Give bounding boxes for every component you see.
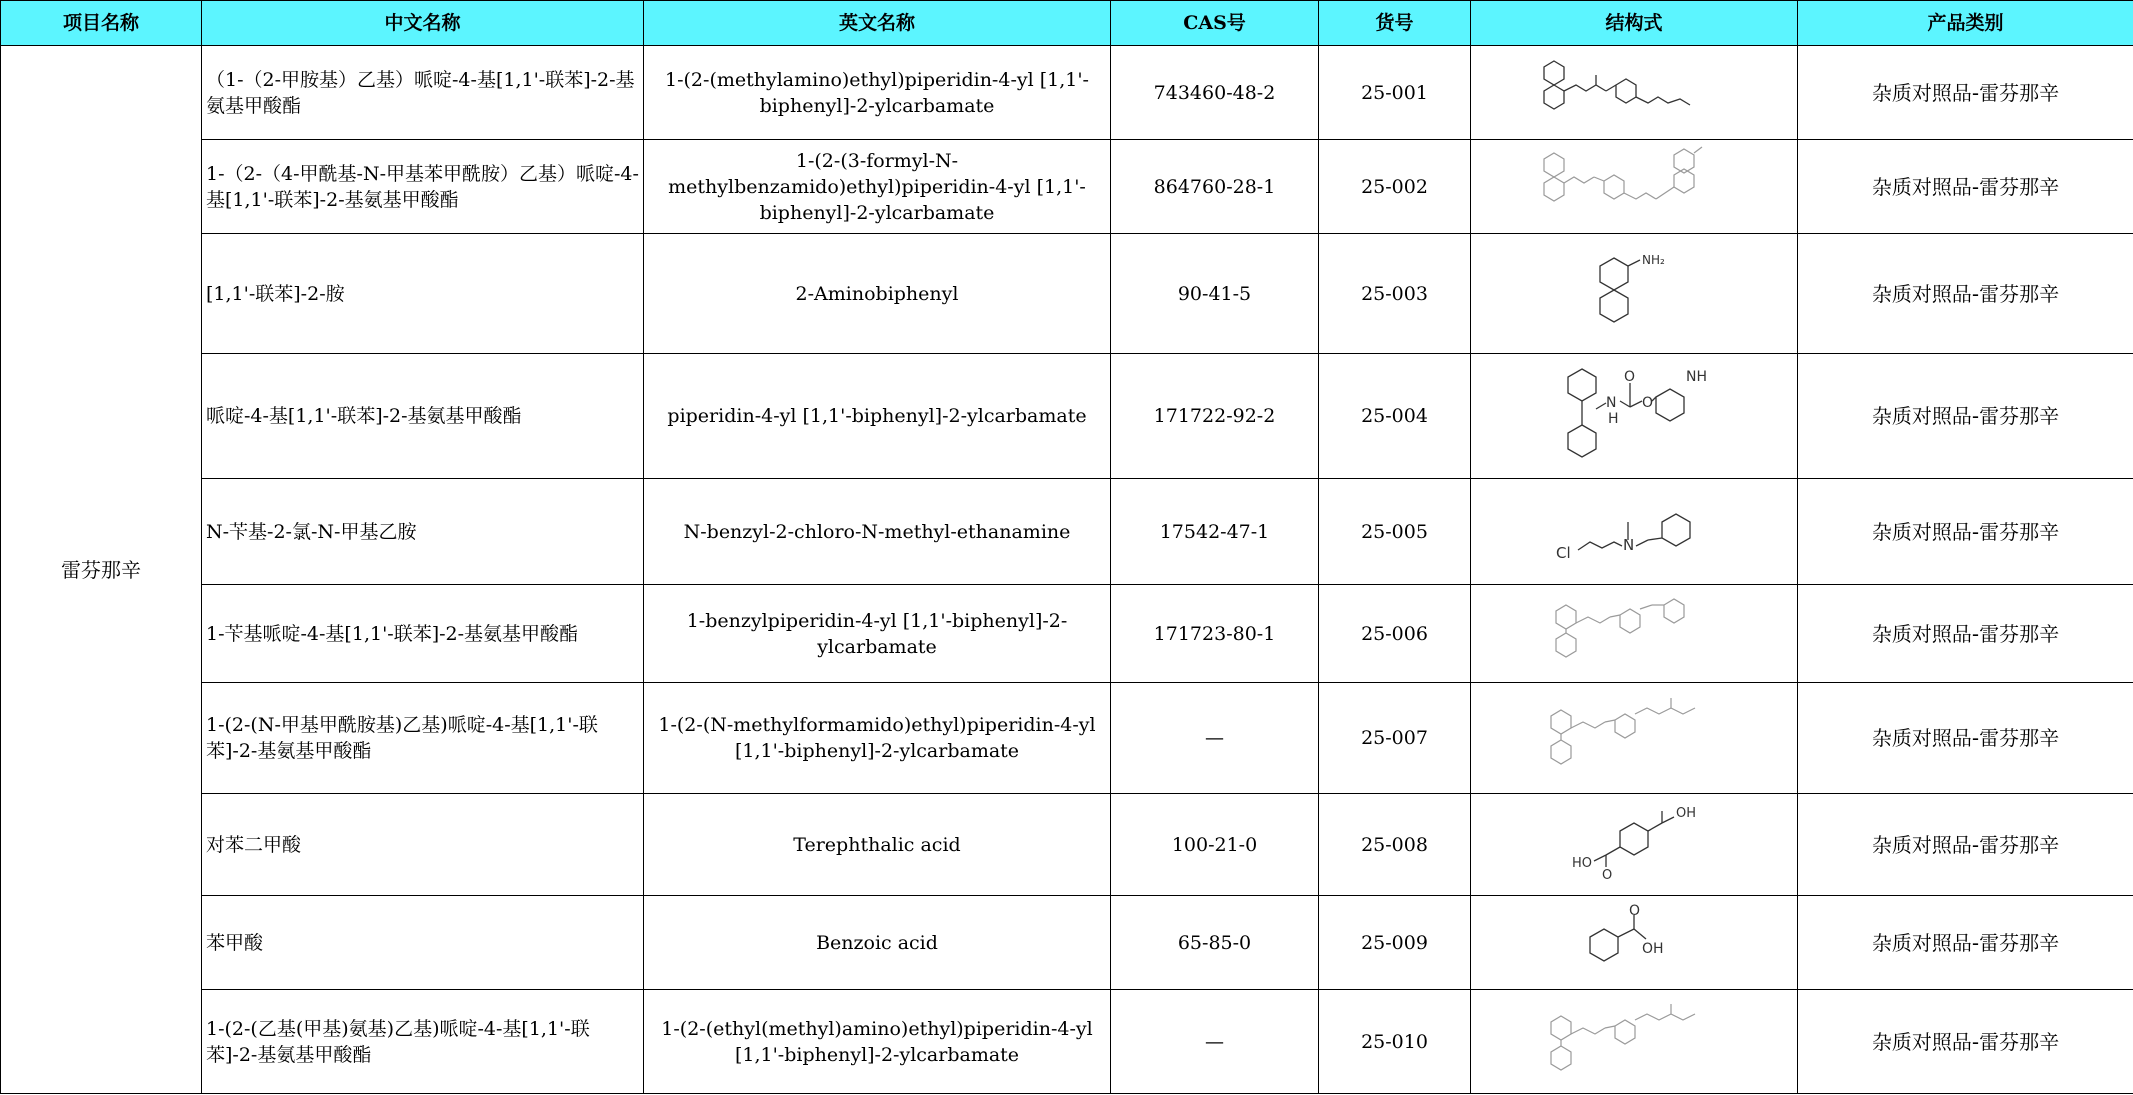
structure-label: OH <box>1676 805 1697 821</box>
cn-name-cell: N-苄基-2-氯-N-甲基乙胺 <box>202 479 644 585</box>
header-en-name: 英文名称 <box>644 1 1111 46</box>
code-cell: 25-002 <box>1319 140 1471 234</box>
en-name-cell: Benzoic acid <box>644 896 1111 990</box>
table-row <box>1 896 2133 990</box>
cn-name-cell: 哌啶-4-基[1,1'-联苯]-2-基氨基甲酸酯 <box>202 354 644 479</box>
structure-cell <box>1471 140 1798 234</box>
structure-icon <box>1534 53 1734 133</box>
structure-label: H <box>1608 411 1619 427</box>
category-cell: 杂质对照品-雷芬那辛 <box>1798 234 2133 354</box>
structure-cell <box>1471 234 1798 354</box>
structure-cell <box>1471 479 1798 585</box>
cn-name-cell: [1,1'-联苯]-2-胺 <box>202 234 644 354</box>
en-name-cell: Terephthalic acid <box>644 794 1111 896</box>
structure-label: O <box>1629 902 1641 919</box>
header-category: 产品类别 <box>1798 1 2133 46</box>
code-cell: 25-006 <box>1319 585 1471 683</box>
category-cell: 杂质对照品-雷芬那辛 <box>1798 794 2133 896</box>
en-name-cell: 1-benzylpiperidin-4-yl [1,1'-biphenyl]-2-ylcarbamate <box>644 585 1111 683</box>
cas-cell: 864760-28-1 <box>1111 140 1319 234</box>
structure-icon <box>1564 903 1704 983</box>
category-cell: 杂质对照品-雷芬那辛 <box>1798 683 2133 794</box>
category-cell: 杂质对照品-雷芬那辛 <box>1798 990 2133 1094</box>
header-cas: CAS号 <box>1111 1 1319 46</box>
structure-icon <box>1544 591 1724 677</box>
cn-name-cell: 1-苄基哌啶-4-基[1,1'-联苯]-2-基氨基甲酸酯 <box>202 585 644 683</box>
cas-cell: 65-85-0 <box>1111 896 1319 990</box>
table-row <box>1 479 2133 585</box>
structure-label: NH <box>1686 369 1707 385</box>
cas-cell: 171723-80-1 <box>1111 585 1319 683</box>
category-cell: 杂质对照品-雷芬那辛 <box>1798 140 2133 234</box>
code-cell: 25-009 <box>1319 896 1471 990</box>
en-name-cell: 1-(2-(N-methylformamido)ethyl)piperidin-4-yl [1,1'-biphenyl]-2-ylcarbamate <box>644 683 1111 794</box>
structure-icon <box>1544 805 1724 885</box>
structure-label: NH₂ <box>1642 252 1665 267</box>
structure-label: N <box>1606 395 1617 411</box>
cn-name-cell: 对苯二甲酸 <box>202 794 644 896</box>
category-cell: 杂质对照品-雷芬那辛 <box>1798 585 2133 683</box>
table-row <box>1 140 2133 234</box>
structure-label: Cl <box>1556 543 1571 562</box>
en-name-cell: N-benzyl-2-chloro-N-methyl-ethanamine <box>644 479 1111 585</box>
cn-name-cell: 1-（2-（4-甲酰基-N-甲基苯甲酰胺）乙基）哌啶-4-基[1,1'-联苯]-2-基氨基甲酸酯 <box>202 140 644 234</box>
structure-icon <box>1539 690 1729 786</box>
category-cell: 杂质对照品-雷芬那辛 <box>1798 354 2133 479</box>
structure-cell <box>1471 896 1798 990</box>
en-name-cell: 1-(2-(3-formyl-N-methylbenzamido)ethyl)piperidin-4-yl [1,1'-biphenyl]-2-ylcarbamate <box>644 140 1111 234</box>
code-cell: 25-007 <box>1319 683 1471 794</box>
code-cell: 25-004 <box>1319 354 1471 479</box>
category-cell: 杂质对照品-雷芬那辛 <box>1798 896 2133 990</box>
cas-cell: — <box>1111 990 1319 1094</box>
header-structure: 结构式 <box>1471 1 1798 46</box>
cas-cell: 100-21-0 <box>1111 794 1319 896</box>
table-row <box>1 234 2133 354</box>
en-name-cell: piperidin-4-yl [1,1'-biphenyl]-2-ylcarbamate <box>644 354 1111 479</box>
structure-label: O <box>1642 395 1654 411</box>
structure-icon <box>1574 244 1694 344</box>
table-row <box>1 585 2133 683</box>
structure-icon <box>1544 361 1724 471</box>
structure-cell <box>1471 794 1798 896</box>
structure-label: OH <box>1642 940 1664 957</box>
structure-label: O <box>1624 369 1636 385</box>
code-cell: 25-010 <box>1319 990 1471 1094</box>
table-row <box>1 46 2133 140</box>
cas-cell: 17542-47-1 <box>1111 479 1319 585</box>
structure-icon <box>1539 996 1729 1088</box>
cn-name-cell: （1-（2-甲胺基）乙基）哌啶-4-基[1,1'-联苯]-2-基氨基甲酸酯 <box>202 46 644 140</box>
code-cell: 25-001 <box>1319 46 1471 140</box>
table-header-row <box>1 1 2133 46</box>
code-cell: 25-003 <box>1319 234 1471 354</box>
cn-name-cell: 1-(2-(乙基(甲基)氨基)乙基)哌啶-4-基[1,1'-联苯]-2-基氨基甲酸酯 <box>202 990 644 1094</box>
table-row <box>1 683 2133 794</box>
en-name-cell: 1-(2-(methylamino)ethyl)piperidin-4-yl [1,1'-biphenyl]-2-ylcarbamate <box>644 46 1111 140</box>
en-name-cell: 2-Aminobiphenyl <box>644 234 1111 354</box>
structure-cell <box>1471 46 1798 140</box>
header-cn-name: 中文名称 <box>202 1 644 46</box>
cas-cell: 171722-92-2 <box>1111 354 1319 479</box>
structure-label: HO <box>1572 855 1593 871</box>
header-code: 货号 <box>1319 1 1471 46</box>
table-row <box>1 354 2133 479</box>
code-cell: 25-005 <box>1319 479 1471 585</box>
structure-cell <box>1471 354 1798 479</box>
project-name-cell: 雷芬那辛 <box>1 46 202 1094</box>
structure-icon <box>1534 145 1734 229</box>
code-cell: 25-008 <box>1319 794 1471 896</box>
table-row <box>1 794 2133 896</box>
category-cell: 杂质对照品-雷芬那辛 <box>1798 46 2133 140</box>
category-cell: 杂质对照品-雷芬那辛 <box>1798 479 2133 585</box>
structure-cell <box>1471 990 1798 1094</box>
structure-label: N <box>1623 535 1635 554</box>
en-name-cell: 1-(2-(ethyl(methyl)amino)ethyl)piperidin-4-yl [1,1'-biphenyl]-2-ylcarbamate <box>644 990 1111 1094</box>
cas-cell: 743460-48-2 <box>1111 46 1319 140</box>
table-row <box>1 990 2133 1094</box>
cas-cell: 90-41-5 <box>1111 234 1319 354</box>
cn-name-cell: 1-(2-(N-甲基甲酰胺基)乙基)哌啶-4-基[1,1'-联苯]-2-基氨基甲酸酯 <box>202 683 644 794</box>
structure-cell <box>1471 683 1798 794</box>
structure-icon <box>1544 492 1724 572</box>
structure-label: O <box>1602 867 1613 883</box>
header-project: 项目名称 <box>1 1 202 46</box>
cn-name-cell: 苯甲酸 <box>202 896 644 990</box>
cas-cell: — <box>1111 683 1319 794</box>
structure-cell <box>1471 585 1798 683</box>
